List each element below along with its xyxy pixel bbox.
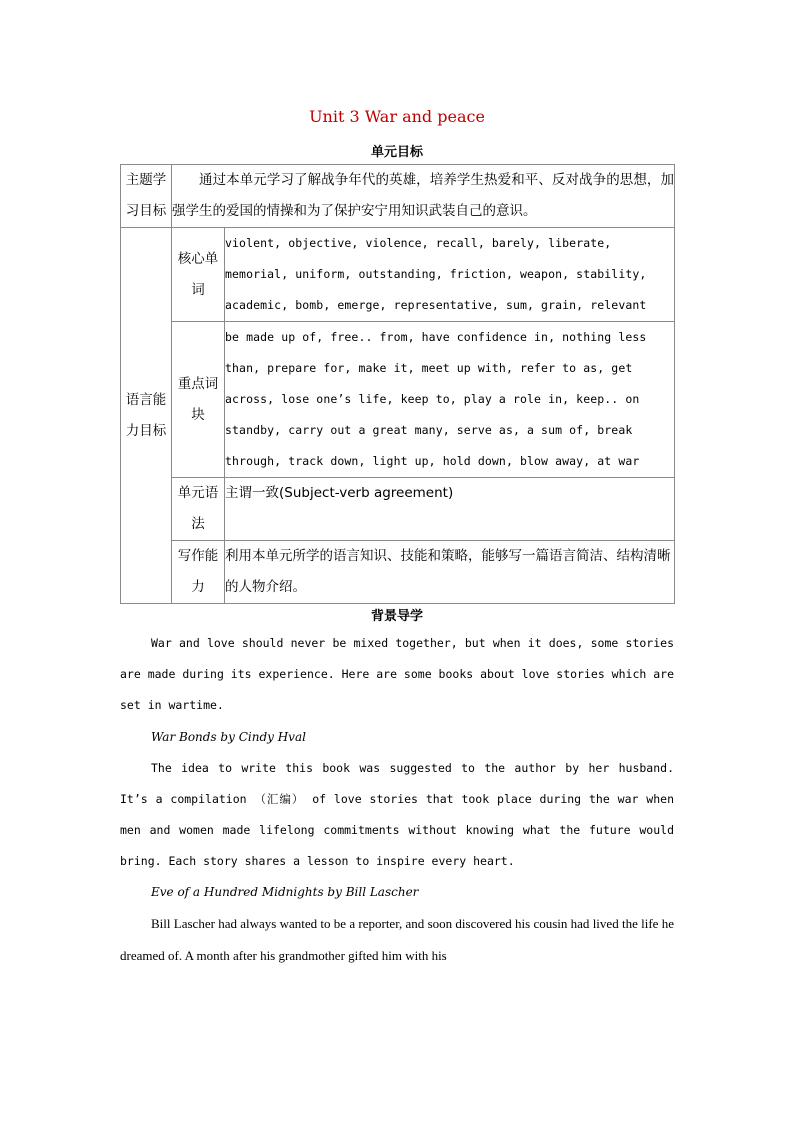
- section-heading-background: 背景导学: [370, 609, 423, 624]
- table-row: [121, 478, 675, 541]
- book-title-eve-of-a-hundred-midnights: Eve of a Hundred Midnights by Bill Lascher: [151, 885, 419, 900]
- table-row: [121, 165, 675, 228]
- writing-text: 利用本单元所学的语言知识、技能和策略，能够写一篇语言简洁、结构清晰的人物介绍。: [225, 541, 675, 604]
- grammar-text: 主谓一致(Subject-verb agreement): [225, 478, 675, 541]
- key-phrases-text: be made up of, free.. from, have confidence in, nothing less than, prepare for, make it, meet up with, refer to as, get across, lose one’s life, keep to, play a role in, keep.. on standby, carry out a great many, serve as, a sum of, break through, track down, light up, hold down, blow away, at war: [225, 322, 675, 478]
- book-description-war-bonds: The idea to write this book was suggested to the author by her husband. It’s a compilation （汇编） of love stories that took place during the war when men and women made lifelong commitments without knowing what the future would bring. Each story shares a lesson to inspire every heart.: [120, 760, 674, 869]
- writing-label: 写作能力: [172, 541, 225, 604]
- table-row: [121, 322, 675, 478]
- unit-goals-table: [120, 164, 675, 604]
- section-heading-unit-goals: 单元目标: [370, 145, 423, 160]
- book-description-eve-of-a-hundred-midnights: Bill Lascher had always wanted to be a reporter, and soon discovered his cousin had lived the life he dreamed of. A month after his grandmother gifted him with his: [120, 916, 674, 963]
- core-words-text: violent, objective, violence, recall, barely, liberate, memorial, uniform, outstanding, friction, weapon, stability, academic, bomb, emerge, representative, sum, grain, relevant: [225, 228, 675, 322]
- document-page: [120, 100, 674, 971]
- intro-paragraph: War and love should never be mixed together, but when it does, some stories are made during its experience. Here are some books about love stories which are set in wartime.: [120, 636, 674, 713]
- grammar-label: 单元语法: [172, 478, 225, 541]
- document-title: Unit 3 War and peace: [309, 107, 485, 126]
- theme-goal-text: 通过本单元学习了解战争年代的英雄，培养学生热爱和平、反对战争的思想，加强学生的爱国的情操和为了保护安宁用知识武装自己的意识。: [172, 165, 675, 228]
- key-phrases-label: 重点词块: [172, 322, 225, 478]
- table-row: [121, 541, 675, 604]
- table-row: [121, 228, 675, 322]
- book-title-war-bonds: War Bonds by Cindy Hval: [151, 729, 306, 744]
- core-words-label: 核心单词: [172, 228, 225, 322]
- theme-goal-label: 主题学习目标: [121, 165, 172, 228]
- language-goal-label: 语言能力目标: [121, 228, 172, 604]
